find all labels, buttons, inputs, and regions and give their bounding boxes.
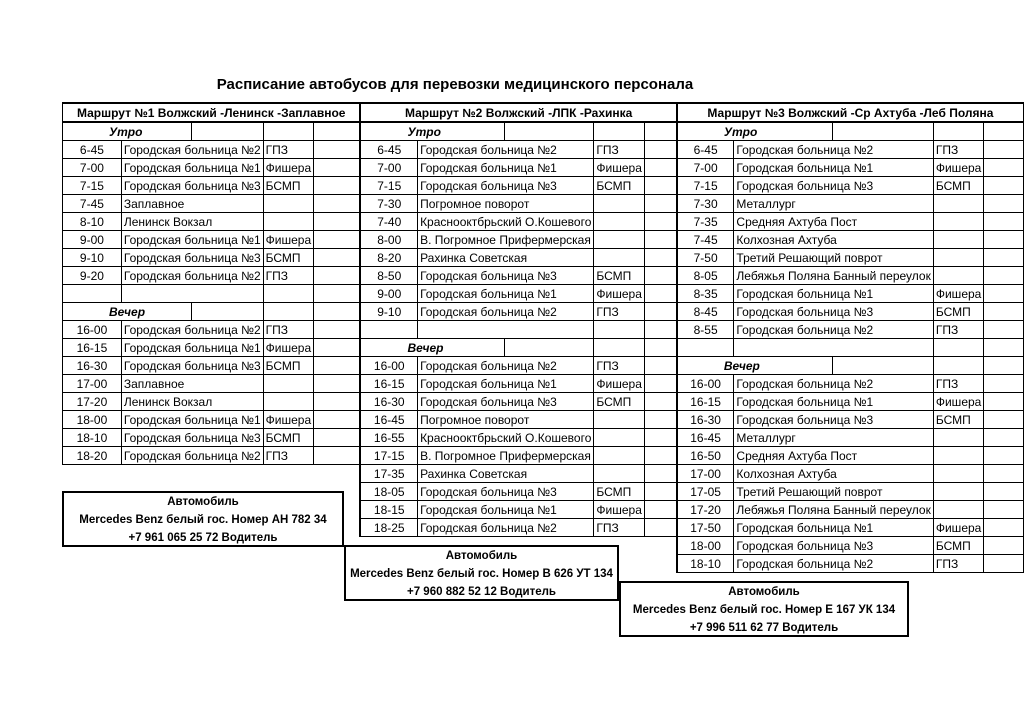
empty-cell (644, 249, 676, 267)
time-cell (360, 321, 417, 339)
empty-cell (314, 213, 361, 231)
empty-cell (984, 447, 1024, 465)
stop-cell (734, 339, 933, 357)
empty-cell (984, 195, 1024, 213)
note-cell: Фишера (263, 231, 313, 249)
empty-cell (644, 375, 676, 393)
empty-cell (984, 357, 1024, 375)
stop-cell: Краснооктбрьский О.Кошевого (418, 213, 594, 231)
time-cell (677, 339, 734, 357)
stop-cell: Рахинка Советская (418, 249, 594, 267)
stop-cell: Колхозная Ахтуба (734, 465, 933, 483)
empty-cell (314, 429, 361, 447)
stop-cell: Лебяжья Поляна Банный переулок (734, 501, 933, 519)
car-model: Mercedes Benz белый гос. Номер АН 782 34 (79, 514, 327, 526)
car-info-route-2 (344, 545, 619, 601)
time-cell: 8-50 (360, 267, 417, 285)
time-cell: 8-05 (677, 267, 734, 285)
note-cell (933, 267, 983, 285)
note-cell (933, 249, 983, 267)
time-cell: 9-00 (63, 231, 122, 249)
note-cell (263, 213, 313, 231)
time-cell: 7-35 (677, 213, 734, 231)
empty-cell (644, 483, 676, 501)
time-cell: 7-30 (360, 195, 417, 213)
stop-cell: Городская больница №3 (734, 303, 933, 321)
stop-cell: Городская больница №2 (734, 375, 933, 393)
empty-cell (314, 447, 361, 465)
note-cell (933, 195, 983, 213)
time-cell (63, 285, 122, 303)
note-cell (933, 501, 983, 519)
stop-cell: Городская больница №1 (734, 519, 933, 537)
note-cell (933, 483, 983, 501)
time-cell: 18-20 (63, 447, 122, 465)
time-cell: 6-45 (677, 141, 734, 159)
note-cell: БСМП (933, 303, 983, 321)
time-cell: 16-30 (63, 357, 122, 375)
note-cell (263, 393, 313, 411)
stop-cell: Городская больница №2 (418, 303, 594, 321)
stop-cell: Городская больница №3 (121, 357, 263, 375)
empty-cell (644, 267, 676, 285)
note-cell (594, 321, 644, 339)
empty-cell (314, 303, 361, 321)
empty-cell (594, 122, 644, 141)
stop-cell: Городская больница №3 (121, 177, 263, 195)
stop-cell: Городская больница №1 (121, 339, 263, 357)
note-cell: ГПЗ (594, 141, 644, 159)
empty-cell (933, 122, 983, 141)
note-cell: Фишера (594, 159, 644, 177)
note-cell (933, 339, 983, 357)
stop-cell: Третий Решающий поврот (734, 249, 933, 267)
time-cell: 7-40 (360, 213, 417, 231)
stop-cell: Заплавное (121, 195, 263, 213)
time-cell: 7-45 (63, 195, 122, 213)
empty-cell (191, 303, 263, 321)
time-cell: 6-45 (360, 141, 417, 159)
note-cell (594, 465, 644, 483)
note-cell: БСМП (933, 177, 983, 195)
empty-cell (832, 122, 933, 141)
empty-cell (314, 411, 361, 429)
stop-cell: Городская больница №2 (121, 447, 263, 465)
stop-cell: Городская больница №3 (418, 177, 594, 195)
empty-cell (644, 357, 676, 375)
stop-cell: Городская больница №2 (121, 141, 263, 159)
note-cell: БСМП (933, 411, 983, 429)
route-header: Маршрут №2 Волжский -ЛПК -Рахинка (360, 103, 676, 122)
empty-cell (314, 249, 361, 267)
stop-cell: Городская больница №1 (418, 285, 594, 303)
stop-cell: Лебяжья Поляна Банный переулок (734, 267, 933, 285)
empty-cell (314, 357, 361, 375)
stop-cell: Городская больница №1 (418, 501, 594, 519)
empty-cell (314, 285, 361, 303)
stop-cell: Городская больница №3 (418, 483, 594, 501)
note-cell (933, 231, 983, 249)
empty-cell (984, 213, 1024, 231)
note-cell (263, 285, 313, 303)
stop-cell: Городская больница №2 (734, 555, 933, 573)
empty-cell (984, 483, 1024, 501)
empty-cell (984, 177, 1024, 195)
empty-cell (504, 122, 594, 141)
note-cell: БСМП (263, 357, 313, 375)
note-cell: БСМП (594, 267, 644, 285)
section-label: Вечер (677, 357, 832, 375)
stop-cell: Городская больница №3 (734, 411, 933, 429)
time-cell: 18-10 (677, 555, 734, 573)
empty-cell (984, 159, 1024, 177)
stop-cell: Заплавное (121, 375, 263, 393)
time-cell: 9-10 (63, 249, 122, 267)
note-cell (263, 375, 313, 393)
time-cell: 6-45 (63, 141, 122, 159)
empty-cell (984, 465, 1024, 483)
stop-cell: Городская больница №1 (121, 411, 263, 429)
stop-cell: Краснооктбрьский О.Кошевого (418, 429, 594, 447)
car-model: Mercedes Benz белый гос. Номер Е 167 УК 134 (632, 604, 896, 616)
empty-cell (984, 231, 1024, 249)
empty-cell (984, 303, 1024, 321)
driver-phone: +7 996 511 62 77 Водитель (689, 622, 839, 634)
note-cell (263, 195, 313, 213)
stop-cell (121, 285, 263, 303)
stop-cell: Городская больница №1 (734, 285, 933, 303)
empty-cell (644, 447, 676, 465)
time-cell: 16-30 (677, 411, 734, 429)
note-cell (933, 429, 983, 447)
note-cell: БСМП (594, 393, 644, 411)
stop-cell (418, 321, 594, 339)
time-cell: 18-05 (360, 483, 417, 501)
note-cell: Фишера (263, 411, 313, 429)
empty-cell (644, 285, 676, 303)
stop-cell: Городская больница №2 (734, 141, 933, 159)
empty-cell (984, 339, 1024, 357)
time-cell: 7-15 (360, 177, 417, 195)
time-cell: 16-00 (677, 375, 734, 393)
note-cell: ГПЗ (263, 267, 313, 285)
stop-cell: Городская больница №3 (121, 429, 263, 447)
note-cell (594, 249, 644, 267)
empty-cell (644, 122, 676, 141)
note-cell: ГПЗ (594, 303, 644, 321)
empty-cell (644, 141, 676, 159)
empty-cell (644, 321, 676, 339)
empty-cell (314, 339, 361, 357)
note-cell: Фишера (933, 519, 983, 537)
note-cell: Фишера (263, 159, 313, 177)
empty-cell (984, 393, 1024, 411)
stop-cell: Городская больница №2 (121, 321, 263, 339)
section-label: Утро (677, 122, 832, 141)
stop-cell: Городская больница №2 (418, 357, 594, 375)
note-cell (594, 195, 644, 213)
empty-cell (832, 357, 933, 375)
time-cell: 16-15 (677, 393, 734, 411)
time-cell: 17-00 (63, 375, 122, 393)
empty-cell (644, 159, 676, 177)
empty-cell (191, 122, 263, 141)
empty-cell (984, 519, 1024, 537)
stop-cell: Городская больница №3 (418, 393, 594, 411)
time-cell: 16-15 (360, 375, 417, 393)
note-cell: Фишера (594, 285, 644, 303)
empty-cell (644, 231, 676, 249)
note-cell: Фишера (933, 393, 983, 411)
stop-cell: Металлург (734, 195, 933, 213)
empty-cell (984, 249, 1024, 267)
time-cell: 17-05 (677, 483, 734, 501)
stop-cell: Рахинка Советская (418, 465, 594, 483)
note-cell: БСМП (933, 537, 983, 555)
empty-cell (644, 393, 676, 411)
note-cell: ГПЗ (933, 555, 983, 573)
note-cell: БСМП (263, 249, 313, 267)
stop-cell: Погромное поворот (418, 411, 594, 429)
time-cell: 17-20 (677, 501, 734, 519)
note-cell: ГПЗ (933, 321, 983, 339)
empty-cell (984, 501, 1024, 519)
empty-cell (314, 195, 361, 213)
car-info-route-1 (62, 491, 344, 547)
empty-cell (644, 519, 676, 537)
stop-cell: Металлург (734, 429, 933, 447)
stop-cell: Городская больница №1 (121, 231, 263, 249)
note-cell: ГПЗ (933, 375, 983, 393)
time-cell: 7-00 (63, 159, 122, 177)
car-info-route-3 (619, 581, 909, 637)
note-cell: ГПЗ (263, 321, 313, 339)
empty-cell (644, 465, 676, 483)
empty-cell (984, 321, 1024, 339)
time-cell: 8-20 (360, 249, 417, 267)
empty-cell (644, 429, 676, 447)
time-cell: 18-00 (63, 411, 122, 429)
empty-cell (984, 267, 1024, 285)
time-cell: 18-25 (360, 519, 417, 537)
empty-cell (314, 141, 361, 159)
empty-cell (984, 375, 1024, 393)
stop-cell: Городская больница №1 (734, 159, 933, 177)
stop-cell: Городская больница №3 (734, 537, 933, 555)
stop-cell: Городская больница №3 (734, 177, 933, 195)
empty-cell (504, 339, 594, 357)
section-label: Утро (63, 122, 192, 141)
time-cell: 17-15 (360, 447, 417, 465)
note-cell: ГПЗ (933, 141, 983, 159)
stop-cell: Третий Решающий поврот (734, 483, 933, 501)
stop-cell: В. Погромное Прифермерская (418, 231, 594, 249)
time-cell: 18-00 (677, 537, 734, 555)
time-cell: 9-20 (63, 267, 122, 285)
empty-cell (644, 177, 676, 195)
stop-cell: Городская больница №3 (418, 267, 594, 285)
empty-cell (984, 555, 1024, 573)
stop-cell: Городская больница №2 (418, 519, 594, 537)
stop-cell: Ленинск Вокзал (121, 393, 263, 411)
note-cell: ГПЗ (263, 447, 313, 465)
route-header: Маршрут №1 Волжский -Ленинск -Заплавное (63, 103, 361, 122)
empty-cell (314, 122, 361, 141)
time-cell: 16-45 (677, 429, 734, 447)
page-title: Расписание автобусов для перевозки медицинского персонала (216, 76, 694, 93)
car-label: Автомобиль (167, 496, 239, 508)
empty-cell (314, 393, 361, 411)
stop-cell: Ленинск Вокзал (121, 213, 263, 231)
note-cell: Фишера (933, 159, 983, 177)
empty-cell (314, 159, 361, 177)
section-label: Вечер (63, 303, 192, 321)
time-cell: 8-45 (677, 303, 734, 321)
note-cell: Фишера (263, 339, 313, 357)
time-cell: 16-00 (360, 357, 417, 375)
driver-phone: +7 961 065 25 72 Водитель (128, 532, 278, 544)
note-cell (594, 411, 644, 429)
note-cell: Фишера (594, 501, 644, 519)
note-cell (933, 213, 983, 231)
empty-cell (984, 411, 1024, 429)
empty-cell (314, 267, 361, 285)
time-cell: 7-30 (677, 195, 734, 213)
empty-cell (984, 141, 1024, 159)
empty-cell (594, 339, 644, 357)
empty-cell (984, 429, 1024, 447)
stop-cell: Городская больница №3 (121, 249, 263, 267)
empty-cell (644, 411, 676, 429)
note-cell: БСМП (594, 483, 644, 501)
stop-cell: Городская больница №2 (734, 321, 933, 339)
stop-cell: Городская больница №2 (121, 267, 263, 285)
empty-cell (984, 122, 1024, 141)
time-cell: 17-20 (63, 393, 122, 411)
section-label: Утро (360, 122, 504, 141)
note-cell (594, 213, 644, 231)
time-cell: 16-55 (360, 429, 417, 447)
time-cell: 8-00 (360, 231, 417, 249)
empty-cell (644, 303, 676, 321)
note-cell: Фишера (594, 375, 644, 393)
time-cell: 7-45 (677, 231, 734, 249)
time-cell: 7-15 (677, 177, 734, 195)
time-cell: 7-00 (360, 159, 417, 177)
time-cell: 8-35 (677, 285, 734, 303)
time-cell: 7-50 (677, 249, 734, 267)
car-label: Автомобиль (728, 586, 800, 598)
time-cell: 16-15 (63, 339, 122, 357)
empty-cell (263, 303, 313, 321)
time-cell: 17-00 (677, 465, 734, 483)
route-header: Маршрут №3 Волжский -Ср Ахтуба -Леб Поляна (677, 103, 1024, 122)
time-cell: 8-10 (63, 213, 122, 231)
note-cell (594, 447, 644, 465)
stop-cell: Городская больница №1 (121, 159, 263, 177)
stop-cell: Городская больница №1 (418, 159, 594, 177)
empty-cell (314, 375, 361, 393)
stop-cell: Средняя Ахтуба Пост (734, 447, 933, 465)
note-cell: ГПЗ (594, 519, 644, 537)
empty-cell (644, 195, 676, 213)
note-cell (594, 429, 644, 447)
car-model: Mercedes Benz белый гос. Номер В 626 УТ 134 (350, 568, 613, 580)
empty-cell (263, 122, 313, 141)
time-cell: 18-15 (360, 501, 417, 519)
time-cell: 16-45 (360, 411, 417, 429)
stop-cell: В. Погромное Прифермерская (418, 447, 594, 465)
empty-cell (314, 321, 361, 339)
empty-cell (644, 339, 676, 357)
empty-cell (644, 501, 676, 519)
note-cell (933, 465, 983, 483)
empty-area (63, 555, 361, 573)
note-cell (933, 447, 983, 465)
note-cell: БСМП (263, 177, 313, 195)
time-cell: 18-10 (63, 429, 122, 447)
time-cell: 17-50 (677, 519, 734, 537)
note-cell: БСМП (263, 429, 313, 447)
time-cell: 7-00 (677, 159, 734, 177)
section-label: Вечер (360, 339, 504, 357)
time-cell: 8-55 (677, 321, 734, 339)
empty-cell (644, 213, 676, 231)
driver-phone: +7 960 882 52 12 Водитель (407, 586, 556, 598)
empty-cell (933, 357, 983, 375)
note-cell: ГПЗ (594, 357, 644, 375)
time-cell: 16-00 (63, 321, 122, 339)
time-cell: 16-50 (677, 447, 734, 465)
time-cell: 17-35 (360, 465, 417, 483)
time-cell: 9-10 (360, 303, 417, 321)
stop-cell: Городская больница №2 (418, 141, 594, 159)
time-cell: 7-15 (63, 177, 122, 195)
stop-cell: Погромное поворот (418, 195, 594, 213)
empty-cell (984, 285, 1024, 303)
empty-cell (984, 537, 1024, 555)
empty-cell (314, 231, 361, 249)
stop-cell: Городская больница №1 (734, 393, 933, 411)
stop-cell: Средняя Ахтуба Пост (734, 213, 933, 231)
stop-cell: Городская больница №1 (418, 375, 594, 393)
note-cell: ГПЗ (263, 141, 313, 159)
stop-cell: Колхозная Ахтуба (734, 231, 933, 249)
time-cell: 16-30 (360, 393, 417, 411)
empty-area (63, 465, 361, 483)
car-label: Автомобиль (445, 550, 518, 562)
note-cell: Фишера (933, 285, 983, 303)
time-cell: 9-00 (360, 285, 417, 303)
note-cell: БСМП (594, 177, 644, 195)
note-cell (594, 231, 644, 249)
empty-cell (314, 177, 361, 195)
